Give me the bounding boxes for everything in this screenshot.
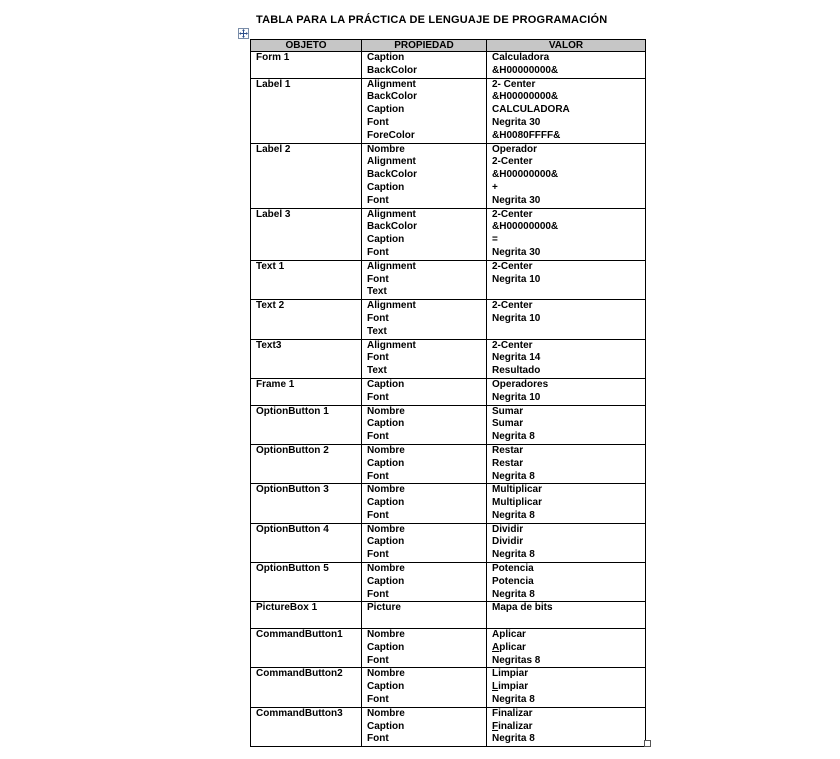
value-line: Aplicar — [492, 629, 526, 641]
property-line: Alignment — [367, 156, 416, 168]
cell-objeto: CommandButton1 — [251, 629, 362, 668]
cell-propiedad — [362, 629, 487, 668]
cell-valor — [487, 208, 646, 260]
property-line: Caption — [367, 497, 405, 509]
value-line: Operador — [492, 143, 538, 155]
property-line: Font — [367, 116, 389, 128]
property-line: Caption — [367, 52, 405, 63]
property-line: Font — [367, 549, 389, 561]
property-line: Font — [367, 246, 389, 258]
table-row — [251, 444, 646, 483]
property-line: Caption — [367, 457, 405, 469]
cell-propiedad — [362, 339, 487, 378]
table-row — [251, 208, 646, 260]
property-line: Caption — [367, 104, 405, 116]
cell-objeto: Label 3 — [251, 208, 362, 260]
cell-valor — [487, 405, 646, 444]
table-row — [251, 523, 646, 562]
property-line — [367, 615, 481, 628]
value-line: Negrita 8 — [492, 509, 535, 521]
value-line: Potencia — [492, 563, 534, 575]
value-line: Negrita 30 — [492, 116, 541, 128]
property-line: Font — [367, 431, 389, 443]
cell-valor — [487, 444, 646, 483]
value-line: Multiplicar — [492, 497, 543, 509]
cell-propiedad — [362, 602, 487, 629]
value-line: Negrita 8 — [492, 588, 535, 600]
value-line: &H0080FFFF& — [492, 129, 561, 141]
value-line: Resultado — [492, 365, 541, 377]
cell-objeto: OptionButton 4 — [251, 523, 362, 562]
property-line: Text — [367, 286, 387, 298]
cell-objeto: OptionButton 1 — [251, 405, 362, 444]
property-line: Font — [367, 694, 389, 706]
property-line: Caption — [367, 234, 405, 246]
value-line: Sumar — [492, 418, 524, 430]
value-line: Restar — [492, 444, 524, 456]
value-line: Negrita 10 — [492, 273, 541, 285]
cell-objeto: CommandButton2 — [251, 668, 362, 707]
property-line: Font — [367, 312, 389, 324]
cell-valor — [487, 523, 646, 562]
property-line: Nombre — [367, 484, 405, 496]
table-row — [251, 52, 646, 79]
cell-objeto: Text 1 — [251, 260, 362, 299]
properties-table — [250, 39, 646, 747]
cell-valor — [487, 378, 646, 405]
table-row — [251, 339, 646, 378]
property-line: Nombre — [367, 444, 405, 456]
value-line: Multiplicar — [492, 484, 543, 496]
value-line: Negritas 8 — [492, 654, 541, 666]
property-line: Font — [367, 733, 389, 745]
value-line: 2-Center — [492, 260, 533, 272]
header-propiedad: PROPIEDAD — [362, 40, 487, 52]
property-line: Caption — [367, 575, 405, 587]
table-row — [251, 378, 646, 405]
cell-valor — [487, 707, 646, 746]
property-line: Alignment — [367, 300, 416, 312]
value-line: Negrita 8 — [492, 694, 535, 706]
value-line: Potencia — [492, 575, 534, 587]
table-row — [251, 78, 646, 143]
value-line: Negrita 14 — [492, 352, 541, 364]
cell-valor — [487, 78, 646, 143]
property-line: BackColor — [367, 169, 418, 181]
property-line: Font — [367, 509, 389, 521]
table-header-row — [251, 40, 646, 52]
cell-propiedad — [362, 78, 487, 143]
property-line: Nombre — [367, 563, 405, 575]
value-line: &H00000000& — [492, 91, 559, 103]
cell-propiedad — [362, 563, 487, 602]
value-line: Negrita 8 — [492, 470, 535, 482]
cell-valor — [487, 563, 646, 602]
value-line: + — [492, 181, 498, 193]
value-line: CALCULADORA — [492, 104, 570, 116]
cell-propiedad — [362, 405, 487, 444]
property-line: Nombre — [367, 707, 405, 719]
value-line: = — [492, 234, 498, 246]
value-line: 2-Center — [492, 156, 533, 168]
cell-propiedad — [362, 444, 487, 483]
value-line: Restar — [492, 457, 524, 469]
cell-objeto: Frame 1 — [251, 378, 362, 405]
property-line: Alignment — [367, 260, 416, 272]
cell-objeto: Text 2 — [251, 300, 362, 339]
value-line: Sumar — [492, 405, 524, 417]
property-line: Text — [367, 365, 387, 377]
value-line: &H00000000& — [492, 221, 559, 233]
value-line: Negrita 8 — [492, 431, 535, 443]
property-line: Caption — [367, 681, 405, 693]
property-line: Font — [367, 194, 389, 206]
cell-propiedad — [362, 260, 487, 299]
value-line: Negrita 10 — [492, 312, 541, 324]
property-line: Font — [367, 588, 389, 600]
cell-propiedad — [362, 52, 487, 79]
cell-propiedad — [362, 378, 487, 405]
property-line: Font — [367, 391, 389, 403]
property-line: Picture — [367, 602, 401, 614]
value-line: &H00000000& — [492, 169, 559, 181]
cell-propiedad — [362, 668, 487, 707]
value-line: Limpiar — [492, 681, 529, 693]
value-line: Negrita 10 — [492, 391, 541, 403]
property-line: Nombre — [367, 668, 405, 680]
cell-valor — [487, 484, 646, 523]
table-row — [251, 405, 646, 444]
value-line: &H00000000& — [492, 64, 559, 76]
cell-valor — [487, 668, 646, 707]
value-line: Dividir — [492, 523, 524, 535]
table-row — [251, 563, 646, 602]
property-line: Nombre — [367, 629, 405, 641]
cell-objeto: OptionButton 3 — [251, 484, 362, 523]
cell-propiedad — [362, 300, 487, 339]
cell-valor — [487, 629, 646, 668]
move-cross-icon — [239, 29, 248, 38]
cell-objeto: Text3 — [251, 339, 362, 378]
value-line: Mapa de bits — [492, 602, 553, 614]
property-line: Font — [367, 273, 389, 285]
table-row — [251, 629, 646, 668]
table-row — [251, 143, 646, 208]
table-row — [251, 260, 646, 299]
property-line: Nombre — [367, 523, 405, 535]
property-line: Font — [367, 470, 389, 482]
header-valor: VALOR — [487, 40, 646, 52]
value-line: Operadores — [492, 378, 549, 390]
value-line — [492, 615, 640, 628]
cell-valor — [487, 300, 646, 339]
property-line: Nombre — [367, 405, 405, 417]
cell-valor — [487, 260, 646, 299]
value-line — [492, 326, 640, 339]
property-line: Caption — [367, 378, 405, 390]
property-line: BackColor — [367, 221, 418, 233]
cell-valor — [487, 602, 646, 629]
table-move-handle[interactable] — [238, 28, 249, 39]
property-line: BackColor — [367, 64, 418, 76]
value-line: Negrita 8 — [492, 733, 535, 745]
cell-objeto: PictureBox 1 — [251, 602, 362, 629]
cell-objeto: CommandButton3 — [251, 707, 362, 746]
property-line: Alignment — [367, 208, 416, 220]
value-line: Negrita 8 — [492, 549, 535, 561]
table-row — [251, 484, 646, 523]
cell-valor — [487, 52, 646, 79]
cell-propiedad — [362, 143, 487, 208]
property-line: Text — [367, 325, 387, 337]
table-row — [251, 300, 646, 339]
cell-objeto: OptionButton 2 — [251, 444, 362, 483]
value-line: 2-Center — [492, 208, 533, 220]
cell-objeto: Label 2 — [251, 143, 362, 208]
header-objeto: OBJETO — [251, 40, 362, 52]
cell-objeto: Label 1 — [251, 78, 362, 143]
value-line: Negrita 30 — [492, 246, 541, 258]
property-line: Font — [367, 352, 389, 364]
document-title: TABLA PARA LA PRÁCTICA DE LENGUAJE DE PROGRAMACIÓN — [256, 14, 608, 26]
value-line: Finalizar — [492, 707, 533, 719]
property-line: Caption — [367, 181, 405, 193]
value-line: Calculadora — [492, 52, 550, 63]
cell-propiedad — [362, 484, 487, 523]
property-line: Caption — [367, 536, 405, 548]
cell-objeto: OptionButton 5 — [251, 563, 362, 602]
property-line: Caption — [367, 641, 405, 653]
property-line: ForeColor — [367, 129, 415, 141]
property-line: BackColor — [367, 91, 418, 103]
table-row — [251, 668, 646, 707]
value-line: Aplicar — [492, 641, 526, 653]
property-line: Nombre — [367, 143, 405, 155]
cell-valor — [487, 143, 646, 208]
value-line: 2- Center — [492, 78, 536, 90]
property-line: Font — [367, 654, 389, 666]
cell-propiedad — [362, 208, 487, 260]
value-line: Negrita 30 — [492, 194, 541, 206]
table-body — [251, 52, 646, 747]
value-line: 2-Center — [492, 300, 533, 312]
cell-propiedad — [362, 523, 487, 562]
value-line: Finalizar — [492, 720, 533, 732]
cell-propiedad — [362, 707, 487, 746]
property-line: Alignment — [367, 78, 416, 90]
cell-objeto: Form 1 — [251, 52, 362, 79]
table-row — [251, 707, 646, 746]
value-line: Limpiar — [492, 668, 529, 680]
value-line: Dividir — [492, 536, 524, 548]
cell-valor — [487, 339, 646, 378]
table-row — [251, 602, 646, 629]
property-line: Caption — [367, 418, 405, 430]
value-line — [492, 286, 640, 299]
value-line: 2-Center — [492, 339, 533, 351]
property-line: Caption — [367, 720, 405, 732]
table-resize-handle[interactable] — [644, 740, 651, 747]
property-line: Alignment — [367, 339, 416, 351]
